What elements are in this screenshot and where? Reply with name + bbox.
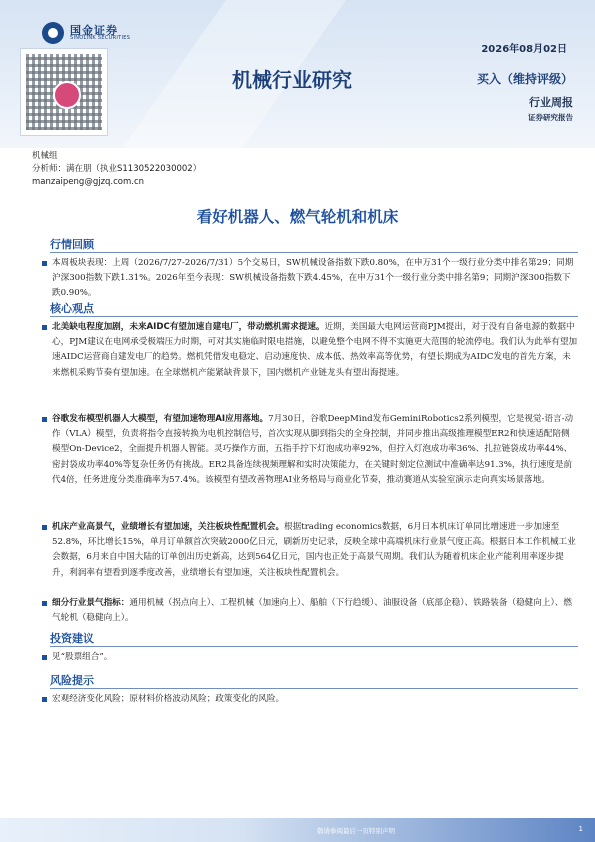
doc-type: 行业周报 [529,96,573,109]
core-point-1 [52,320,578,381]
logo-en-text: SINOLINK SECURITIES [70,35,131,42]
report-header [0,0,595,148]
core-point-4 [52,596,578,626]
report-title: 机械行业研究 [232,68,352,92]
bullet-icon [42,417,47,422]
review-paragraph [52,256,578,302]
report-date: 2026年08月02日 [481,44,567,55]
advice-paragraph [52,650,578,665]
risk-text: 宏观经济变化风险；原材料价格波动风险；政策变化的风险。 [52,694,285,704]
qr-center-logo-icon [53,81,81,109]
doc-subtype: 证券研究报告 [528,113,573,122]
core-point-1-heading: 北美缺电程度加剧，未来AIDC有望加速自建电厂，带动燃机需求提速。 [52,322,325,332]
bullet-icon [42,601,47,606]
core-point-4-heading: 细分行业景气指标： [52,598,130,608]
page-footer [0,818,595,842]
core-point-4-text: 通用机械（拐点向上）、工程机械（加速向上）、船舶（下行趋缓）、油服设备（底部企稳）、铁路装备（稳健向上）、燃气轮机（稳健向上）。 [52,598,572,624]
bullet-icon [42,325,47,330]
core-point-2-text: 7月30日，谷歌DeepMind发布GeminiRobotics2系列模型，它是视觉-语言-动作（VLA）模型，负责将指令直接转换为电机控制信号，首次实现从脚到指尖的全身控制，并同步推出高级推理模型ER2和快速适配陪侧模型On-Device2，全面提升机器人智能。灵巧操作方面，五指手拧下灯泡成功率92%，但拧入灯泡成功率36%、扎拉链袋成功率44%、密封袋成功率40%等复杂任务仍有挑战。ER2具备连续视频理解和实时决策能力，在关键时刻定位测试中准确率达91.3%，执行速度是前代4倍，任务进度分类准确率为57.4%。该模型有望改善物理AI业务格局与商业化节奏，推动赛道从实验室演示走向真实场景落地。 [52,414,574,485]
page-number: 1 [578,825,583,833]
core-point-1-text: 近期，美国最大电网运营商PJM提出，对于没有自备电源的数据中心，PJM建议在电网承受极端压力时期，可对其实施临时限电措施，以避免整个电网不得不实施更大范围的轮流停电。我们认为此举有望加速AIDC运营商自建发电厂的趋势。燃机凭借发电稳定、启动速度快、成本低、热效率高等优势，有望长期成为AIDC发电的首先方案，未来燃机采购节奏有望加速。在全球燃机产能紧缺背景下，国内燃机产业链龙头有望出海提速。 [52,322,578,378]
bullet-icon [42,525,47,530]
core-point-3 [52,520,578,581]
bullet-icon [42,697,47,702]
core-point-2-heading: 谷歌发布模型机器人大模型，有望加速物理AI应用落地。 [52,414,269,424]
analyst-group: 机械组 [32,151,58,161]
risk-paragraph [52,692,578,707]
review-text: 本周板块表现：上周（2026/7/27-2026/7/31）5个交易日，SW机械设备指数下跌0.80%，在申万31个一级行业分类中排名第29；同期沪深300指数下跌1.31%。2026年至今表现：SW机械设备指数下跌4.45%，在申万31个一级行业分类中排名第9；同期沪深300指数下跌0.90%。 [52,258,574,299]
analyst-name: 分析师：满在朋（执业S1130522030002） [32,164,202,174]
section-divider [50,646,578,647]
section-divider [50,688,578,689]
section-title-review: 行情回顾 [50,238,94,251]
advice-text: 见“股票组合”。 [52,652,113,662]
sinolink-logo-icon [42,22,64,44]
rating-badge: 买入（维持评级） [476,72,573,86]
section-divider [50,252,578,253]
core-point-3-heading: 机床产业高景气，业绩增长有望加速，关注板块性配置机会。 [52,522,285,532]
core-point-2 [52,412,578,488]
section-divider [50,316,578,317]
section-title-risk: 风险提示 [50,674,94,687]
company-logo [42,22,130,44]
analyst-email[interactable]: manzaipeng@gjzq.com.cn [32,177,145,187]
section-title-core: 核心观点 [50,302,94,315]
analyst-info [32,150,201,189]
qr-code [20,48,108,136]
bullet-icon [42,261,47,266]
section-title-advice: 投资建议 [50,632,94,645]
logo-cn-text: 国金证券 [70,23,118,37]
bullet-icon [42,655,47,660]
report-headline: 看好机器人、燃气轮机和机床 [196,208,399,226]
footer-disclaimer: 敬请参阅最后一页特别声明 [317,827,395,835]
core-point-3-text: 根据trading economics数据，6月日本机床订单同比增速进一步加速至52.8%，环比增长15%，单月订单额首次突破2000亿日元，刷新历史记录，反映全球中高端机床行业景气度正高。根据日本工作机械工业会数据，6月来自中国大陆的订单创出历史新高，达到564亿日元，国内也正处于高景气周期。我们认为随着机床企业产能利用率逐步提升，利润率有望看到逐季度改善，业绩增长有望加速，关注板块性配置机会。 [52,522,576,578]
